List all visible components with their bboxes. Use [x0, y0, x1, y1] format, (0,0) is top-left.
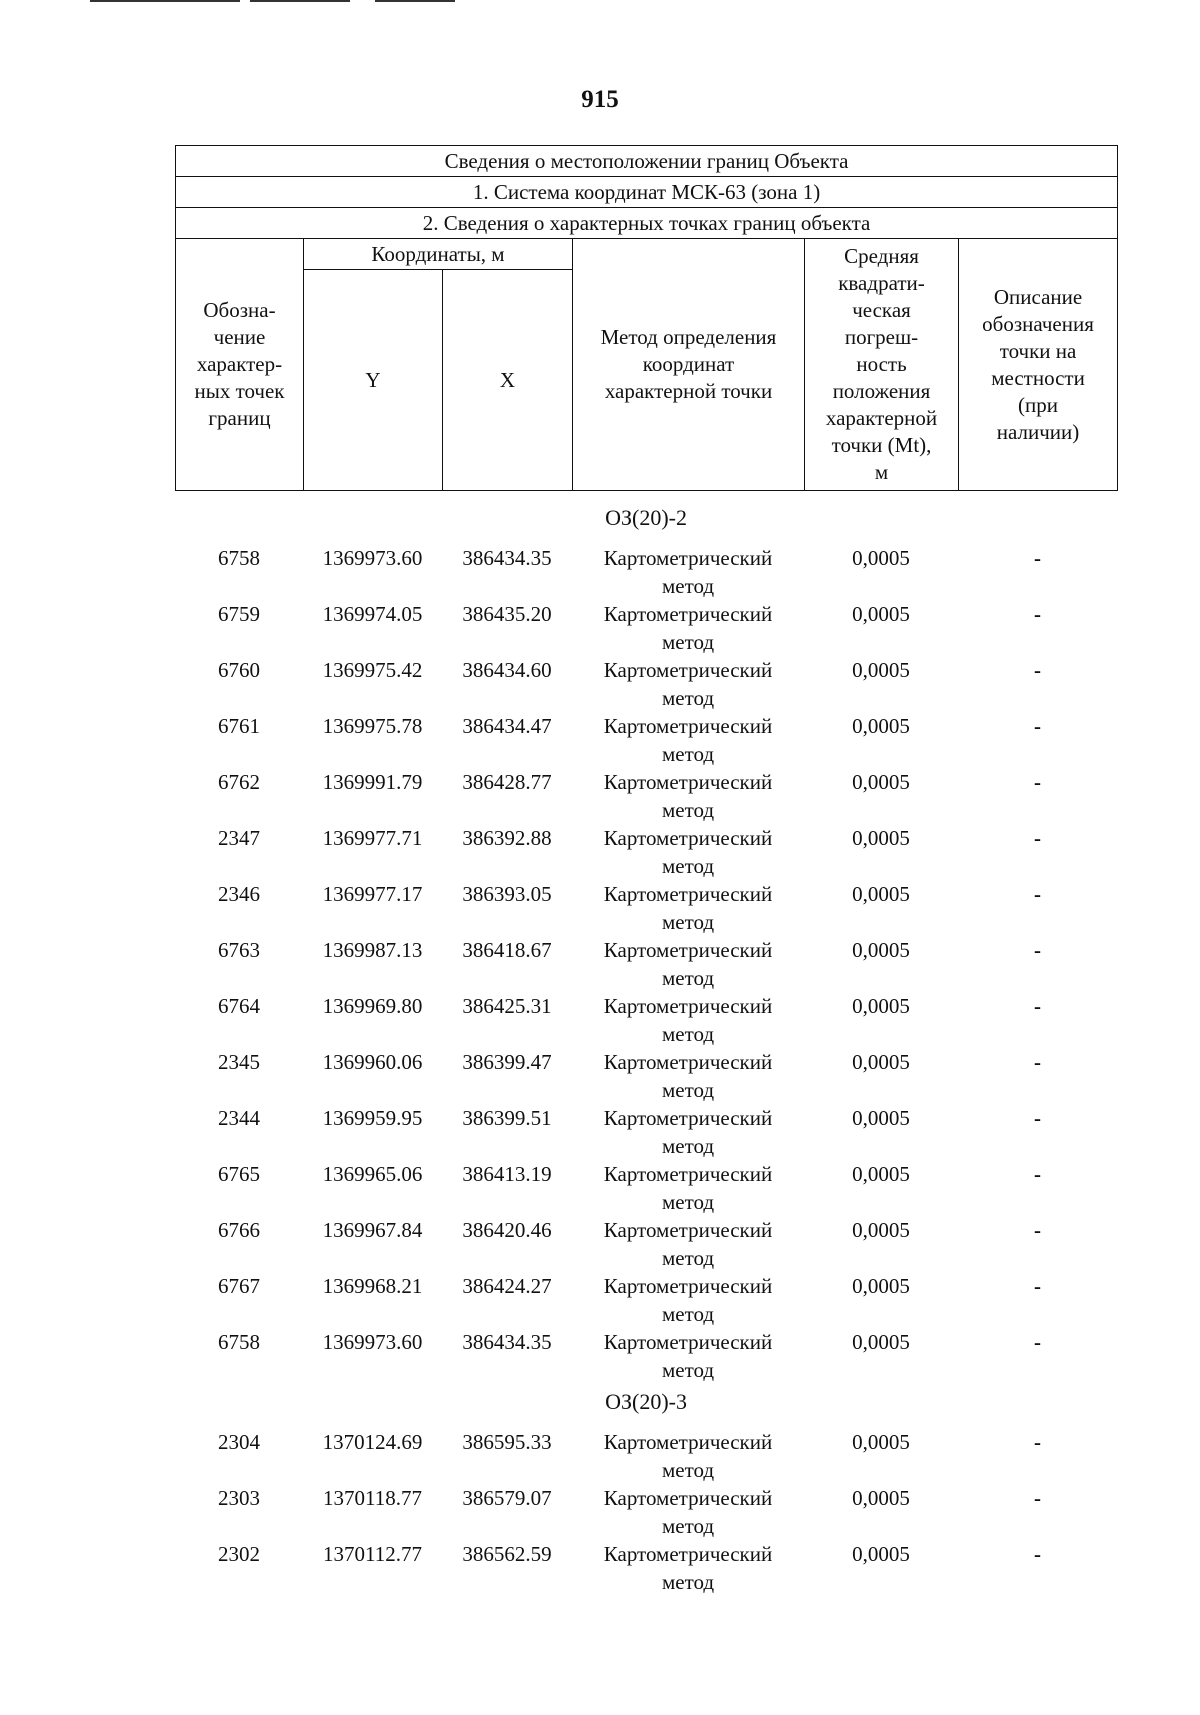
coord-x-cell: 386562.59	[462, 1542, 552, 1566]
coord-y-cell: 1370112.77	[323, 1542, 422, 1566]
coord-x-cell: 386434.35	[462, 1330, 552, 1354]
coord-y-cell: 1370118.77	[323, 1486, 422, 1510]
coord-x-cell: 386435.20	[462, 602, 552, 626]
description-cell: -	[1034, 602, 1042, 626]
coord-x-cell: 386418.67	[462, 938, 552, 962]
method-cell: Картометрический метод	[603, 1274, 773, 1326]
method-cell: Картометрический метод	[603, 658, 773, 710]
coord-x-cell: 386420.46	[462, 1218, 552, 1242]
method-cell: Картометрический метод	[603, 546, 773, 598]
coord-y-cell: 1369977.71	[322, 826, 423, 850]
table-row	[175, 936, 1117, 992]
point-id-cell: 2347	[218, 826, 260, 850]
method-cell: Картометрический метод	[603, 714, 773, 766]
error-value-cell: 0,0005	[852, 1218, 910, 1242]
description-cell: -	[1034, 994, 1042, 1018]
coord-y-cell: 1369968.21	[322, 1274, 423, 1298]
coord-y-cell: 1369967.84	[322, 1218, 423, 1242]
table-row	[175, 600, 1117, 656]
coord-y-cell: 1369969.80	[322, 994, 423, 1018]
coord-x-cell: 386399.47	[462, 1050, 552, 1074]
method-cell: Картометрический метод	[603, 1162, 773, 1214]
col-header-description: Описание обозначения точки на местности (при наличии)	[959, 239, 1118, 491]
error-value-cell: 0,0005	[852, 546, 910, 570]
error-value-cell: 0,0005	[852, 1486, 910, 1510]
points-table	[175, 500, 1117, 1596]
point-id-cell: 6766	[218, 1218, 260, 1242]
table-row	[175, 656, 1117, 712]
method-cell: Картометрический метод	[603, 770, 773, 822]
error-value-cell: 0,0005	[852, 826, 910, 850]
col-header-y: Y	[304, 270, 443, 491]
coord-y-cell: 1369975.42	[322, 658, 423, 682]
coord-y-cell: 1369974.05	[322, 602, 423, 626]
error-value-cell: 0,0005	[852, 658, 910, 682]
col-header-x: X	[443, 270, 573, 491]
coord-y-cell: 1369960.06	[322, 1050, 423, 1074]
point-id-cell: 2302	[218, 1542, 260, 1566]
table-row	[175, 992, 1117, 1048]
coord-x-cell: 386579.07	[462, 1486, 552, 1510]
coord-y-cell: 1369959.95	[322, 1106, 423, 1130]
point-id-cell: 6758	[218, 546, 260, 570]
coord-x-cell: 386392.88	[462, 826, 552, 850]
section-label: ОЗ(20)-3	[605, 1389, 687, 1414]
method-cell: Картометрический метод	[603, 938, 773, 990]
section-row	[175, 500, 1117, 544]
point-id-cell: 2346	[218, 882, 260, 906]
description-cell: -	[1034, 1106, 1042, 1130]
description-cell: -	[1034, 826, 1042, 850]
method-cell: Картометрический метод	[603, 602, 773, 654]
method-cell: Картометрический метод	[603, 1330, 773, 1382]
table-row	[175, 1484, 1117, 1540]
table-row	[175, 880, 1117, 936]
error-value-cell: 0,0005	[852, 1330, 910, 1354]
table-row	[175, 1104, 1117, 1160]
point-id-cell: 2304	[218, 1430, 260, 1454]
coord-y-cell: 1369973.60	[322, 1330, 423, 1354]
coord-x-cell: 386434.35	[462, 546, 552, 570]
description-cell: -	[1034, 1274, 1042, 1298]
point-id-cell: 6765	[218, 1162, 260, 1186]
description-cell: -	[1034, 1486, 1042, 1510]
method-cell: Картометрический метод	[603, 1050, 773, 1102]
method-cell: Картометрический метод	[603, 1106, 773, 1158]
page-number: 915	[581, 86, 619, 113]
description-cell: -	[1034, 882, 1042, 906]
point-id-cell: 6760	[218, 658, 260, 682]
coord-x-cell: 386393.05	[462, 882, 552, 906]
table-row	[175, 1328, 1117, 1384]
error-value-cell: 0,0005	[852, 1162, 910, 1186]
coord-x-cell: 386424.27	[462, 1274, 552, 1298]
col-header-method: Метод определения координат характерной точки	[573, 239, 805, 491]
coord-y-cell: 1369973.60	[322, 546, 423, 570]
description-cell: -	[1034, 938, 1042, 962]
col-header-designation: Обозна- чение характер- ных точек границ	[176, 239, 304, 491]
table-row	[175, 1160, 1117, 1216]
coord-y-cell: 1370124.69	[322, 1430, 423, 1454]
section-row	[175, 1384, 1117, 1428]
description-cell: -	[1034, 1218, 1042, 1242]
method-cell: Картометрический метод	[603, 882, 773, 934]
coord-system-title: 1. Система координат МСК-63 (зона 1)	[176, 177, 1118, 208]
error-value-cell: 0,0005	[852, 602, 910, 626]
section-label: ОЗ(20)-2	[605, 505, 687, 530]
error-value-cell: 0,0005	[852, 1274, 910, 1298]
coord-x-cell: 386595.33	[462, 1430, 552, 1454]
table-row	[175, 712, 1117, 768]
description-cell: -	[1034, 770, 1042, 794]
point-id-cell: 2303	[218, 1486, 260, 1510]
coord-x-cell: 386434.60	[462, 658, 552, 682]
method-cell: Картометрический метод	[603, 994, 773, 1046]
description-cell: -	[1034, 546, 1042, 570]
point-id-cell: 6763	[218, 938, 260, 962]
coord-x-cell: 386425.31	[462, 994, 552, 1018]
error-value-cell: 0,0005	[852, 770, 910, 794]
point-id-cell: 6762	[218, 770, 260, 794]
point-id-cell: 6759	[218, 602, 260, 626]
table-row	[175, 1428, 1117, 1484]
points-title: 2. Сведения о характерных точках границ объекта	[176, 208, 1118, 239]
error-value-cell: 0,0005	[852, 994, 910, 1018]
col-header-coordinates: Координаты, м	[304, 239, 573, 270]
description-cell: -	[1034, 1542, 1042, 1566]
table-row	[175, 824, 1117, 880]
table-title: Сведения о местоположении границ Объекта	[176, 146, 1118, 177]
coord-y-cell: 1369991.79	[322, 770, 423, 794]
method-cell: Картометрический метод	[603, 1542, 773, 1594]
error-value-cell: 0,0005	[852, 882, 910, 906]
error-value-cell: 0,0005	[852, 714, 910, 738]
method-cell: Картометрический метод	[603, 1218, 773, 1270]
scan-edge-line	[90, 0, 240, 2]
coord-y-cell: 1369977.17	[322, 882, 423, 906]
coord-y-cell: 1369987.13	[322, 938, 423, 962]
point-id-cell: 2345	[218, 1050, 260, 1074]
coord-x-cell: 386428.77	[462, 770, 552, 794]
method-cell: Картометрический метод	[603, 826, 773, 878]
description-cell: -	[1034, 658, 1042, 682]
table-row	[175, 1540, 1117, 1596]
method-cell: Картометрический метод	[603, 1430, 773, 1482]
point-id-cell: 6767	[218, 1274, 260, 1298]
description-cell: -	[1034, 1430, 1042, 1454]
point-id-cell: 6758	[218, 1330, 260, 1354]
error-value-cell: 0,0005	[852, 1542, 910, 1566]
table-row	[175, 544, 1117, 600]
method-cell: Картометрический метод	[603, 1486, 773, 1538]
scan-edge-line	[375, 0, 455, 2]
col-header-error: Средняя квадрати- ческая погреш- ность положения характерной точки (Mt), м	[805, 239, 959, 491]
coord-x-cell: 386413.19	[462, 1162, 552, 1186]
description-cell: -	[1034, 1050, 1042, 1074]
error-value-cell: 0,0005	[852, 1430, 910, 1454]
coord-x-cell: 386399.51	[462, 1106, 552, 1130]
description-cell: -	[1034, 1330, 1042, 1354]
scan-edge-line	[250, 0, 350, 2]
error-value-cell: 0,0005	[852, 1106, 910, 1130]
coord-y-cell: 1369965.06	[322, 1162, 423, 1186]
point-id-cell: 6764	[218, 994, 260, 1018]
error-value-cell: 0,0005	[852, 938, 910, 962]
table-row	[175, 768, 1117, 824]
coord-y-cell: 1369975.78	[322, 714, 423, 738]
coord-x-cell: 386434.47	[462, 714, 552, 738]
description-cell: -	[1034, 714, 1042, 738]
table-row	[175, 1216, 1117, 1272]
point-id-cell: 2344	[218, 1106, 260, 1130]
header-table	[175, 145, 1118, 491]
table-row	[175, 1048, 1117, 1104]
description-cell: -	[1034, 1162, 1042, 1186]
error-value-cell: 0,0005	[852, 1050, 910, 1074]
table-row	[175, 1272, 1117, 1328]
point-id-cell: 6761	[218, 714, 260, 738]
